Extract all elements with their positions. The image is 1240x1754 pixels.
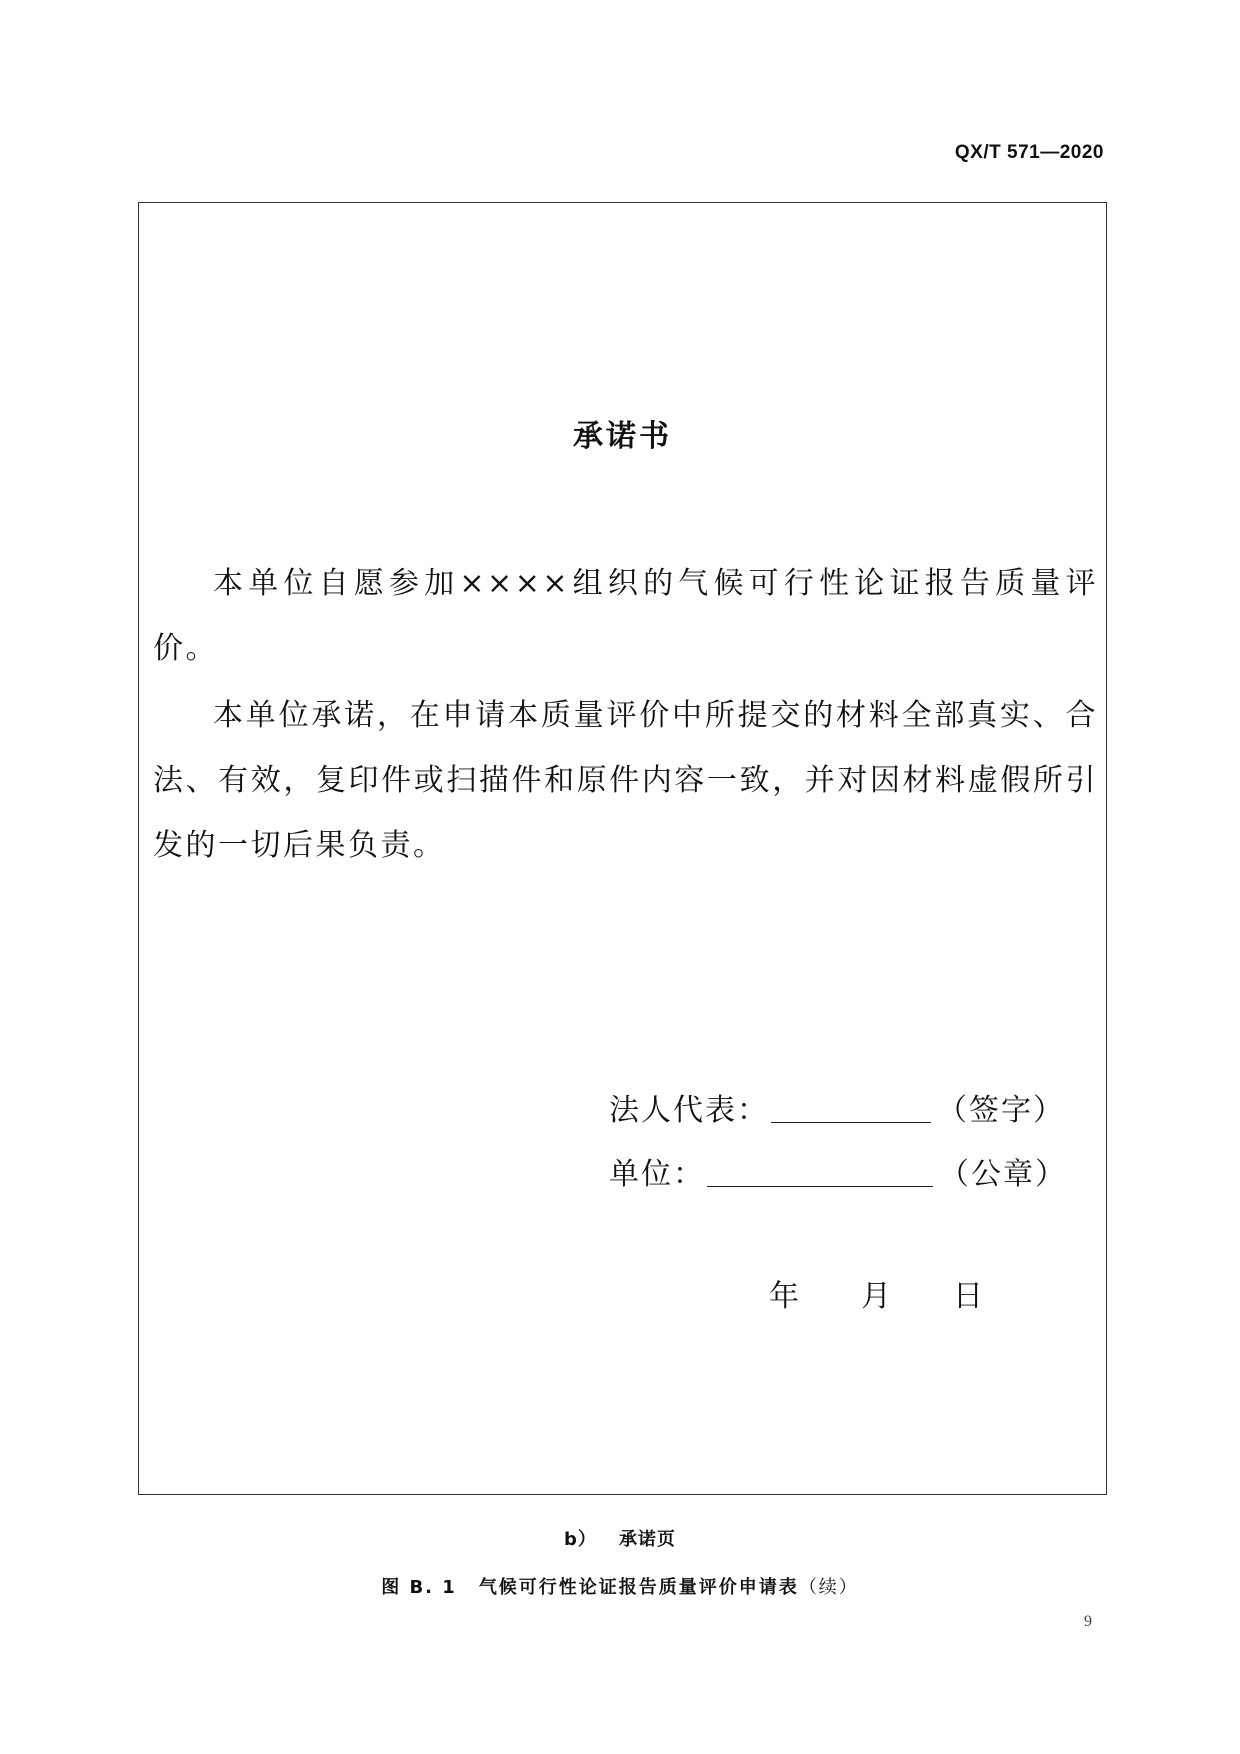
legal-representative-label: 法人代表： bbox=[609, 1093, 769, 1128]
paragraph-voluntary-participation: 本单位自愿参加××××组织的气候可行性论证报告质量评价。 bbox=[153, 566, 1098, 666]
legal-representative-signature-blank[interactable] bbox=[771, 1094, 931, 1123]
date-line bbox=[769, 1271, 983, 1315]
figure-continued: （续） bbox=[798, 1577, 859, 1598]
standard-code: QX/T 571—2020 bbox=[954, 142, 1104, 163]
subfigure-label: b） bbox=[564, 1529, 597, 1550]
date-year-label: 年 bbox=[769, 1279, 799, 1314]
date-day-label: 日 bbox=[953, 1279, 983, 1314]
legal-representative-line bbox=[609, 1085, 1065, 1129]
paragraph-commitment: 本单位承诺，在申请本质量评价中所提交的材料全部真实、合法、有效，复印件或扫描件和原件内容一致，并对因材料虚假所引发的一切后果负责。 bbox=[153, 698, 1098, 863]
subfigure-text: 承诺页 bbox=[618, 1529, 676, 1550]
figure-label: 图 B. 1 bbox=[381, 1577, 457, 1598]
figure-caption bbox=[0, 1573, 1240, 1599]
signature-note: （签字） bbox=[937, 1093, 1065, 1128]
page-number: 9 bbox=[1084, 1613, 1092, 1630]
subfigure-caption bbox=[0, 1525, 1240, 1551]
unit-seal-blank[interactable] bbox=[707, 1158, 933, 1187]
unit-label: 单位： bbox=[609, 1157, 705, 1192]
seal-note: （公章） bbox=[939, 1157, 1067, 1192]
commitment-form-frame bbox=[138, 202, 1107, 1495]
date-month-label: 月 bbox=[861, 1279, 891, 1314]
form-title: 承诺书 bbox=[573, 419, 672, 454]
figure-text: 气候可行性论证报告质量评价申请表 bbox=[478, 1577, 799, 1598]
unit-line bbox=[609, 1149, 1067, 1193]
